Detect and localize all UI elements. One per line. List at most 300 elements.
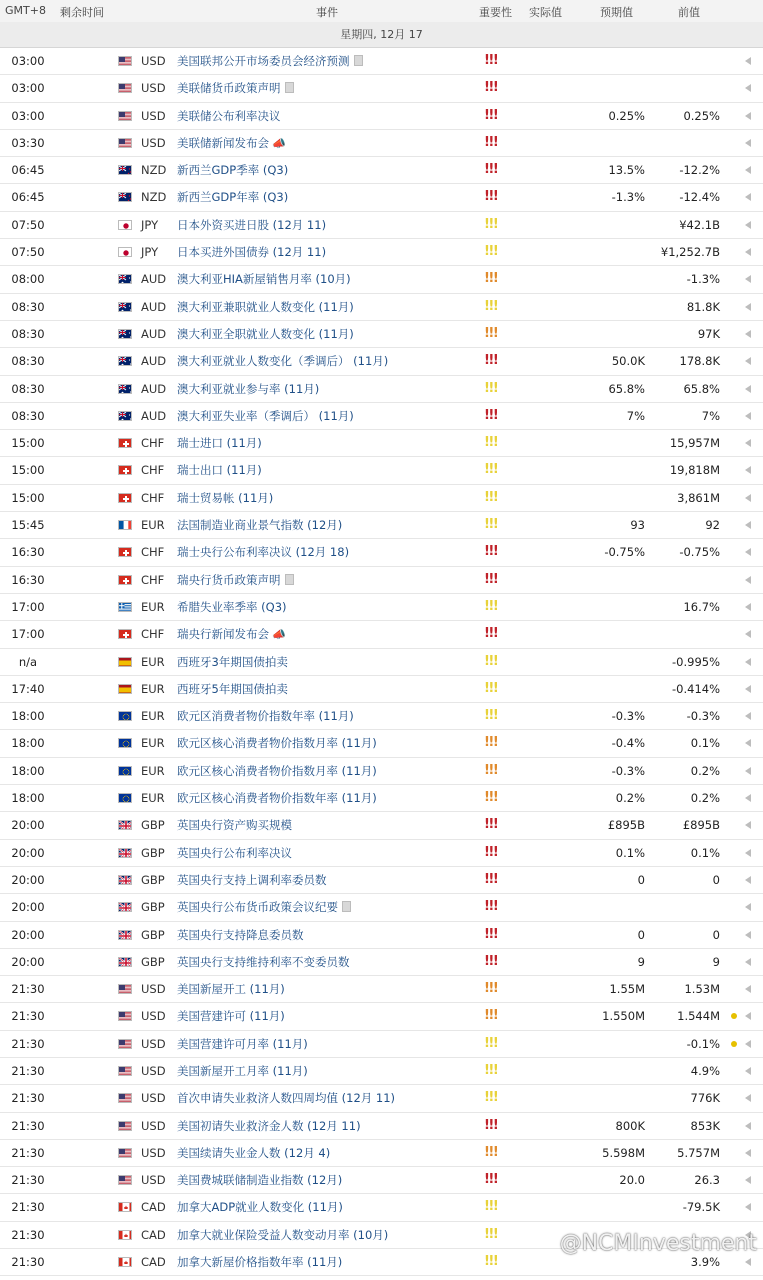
previous-value: ¥42.1B bbox=[679, 217, 720, 232]
expand-arrow-icon[interactable] bbox=[745, 876, 751, 884]
forecast-value: 0.25% bbox=[608, 108, 645, 123]
expand-arrow-icon[interactable] bbox=[745, 112, 751, 120]
event-row[interactable] bbox=[0, 48, 763, 75]
forecast-value: -1.3% bbox=[611, 190, 645, 205]
event-name-link[interactable] bbox=[177, 894, 351, 920]
event-name-link[interactable] bbox=[177, 457, 262, 483]
event-name-link[interactable] bbox=[177, 266, 351, 292]
event-name-link[interactable] bbox=[177, 376, 319, 402]
ch-flag-icon bbox=[118, 493, 132, 503]
event-name[interactable]: 瑞士进口 (11月) bbox=[177, 436, 262, 451]
event-time: 07:50 bbox=[11, 217, 45, 232]
forecast-value: -0.3% bbox=[611, 709, 645, 724]
event-name[interactable]: 首次申请失业救济人数四周均值 (12月 11) bbox=[177, 1091, 396, 1106]
importance-high-icon: !!! bbox=[484, 571, 498, 587]
event-name[interactable]: 美国联邦公开市场委员会经济预测 bbox=[177, 54, 350, 68]
previous-value: -0.3% bbox=[686, 709, 720, 724]
event-row[interactable] bbox=[0, 294, 763, 321]
event-time: 03:00 bbox=[11, 81, 45, 96]
document-icon[interactable] bbox=[285, 574, 294, 585]
event-time: 15:45 bbox=[11, 518, 45, 533]
importance-low-icon: !!! bbox=[484, 298, 498, 314]
event-row[interactable] bbox=[0, 376, 763, 403]
event-row[interactable] bbox=[0, 103, 763, 130]
expand-arrow-icon[interactable] bbox=[745, 1258, 751, 1266]
previous-value: -0.414% bbox=[672, 681, 720, 696]
forecast-value: 1.550M bbox=[602, 1009, 645, 1024]
event-row[interactable] bbox=[0, 840, 763, 867]
event-row[interactable] bbox=[0, 594, 763, 621]
event-name-link[interactable] bbox=[177, 676, 288, 702]
event-name[interactable]: 新西兰GDP季率 (Q3) bbox=[177, 163, 289, 178]
event-row[interactable] bbox=[0, 894, 763, 921]
currency-code: AUD bbox=[141, 354, 167, 369]
event-name[interactable]: 英国央行资产购买规模 bbox=[177, 818, 292, 833]
previous-value: 97K bbox=[697, 326, 720, 341]
event-time: 21:30 bbox=[11, 1255, 45, 1270]
us-flag-icon bbox=[118, 111, 132, 121]
event-row[interactable] bbox=[0, 1113, 763, 1140]
event-name-link[interactable] bbox=[177, 1222, 388, 1248]
event-name[interactable]: 澳大利亚全职就业人数变化 (11月) bbox=[177, 326, 354, 341]
event-name[interactable]: 美国续请失业金人数 (12月 4) bbox=[177, 1145, 331, 1160]
currency-code: USD bbox=[141, 1036, 166, 1051]
speech-icon[interactable]: 📣 bbox=[272, 628, 286, 642]
event-name[interactable]: 美联储货币政策声明 bbox=[177, 81, 281, 96]
event-row[interactable] bbox=[0, 403, 763, 430]
event-name[interactable]: 英国央行公布利率决议 bbox=[177, 845, 292, 860]
previous-value: 1.544M bbox=[677, 1009, 720, 1024]
event-name[interactable]: 西班牙3年期国债拍卖 bbox=[177, 654, 288, 669]
us-flag-icon bbox=[118, 1148, 132, 1158]
jp-flag-icon bbox=[118, 247, 132, 257]
currency-code: GBP bbox=[141, 900, 165, 915]
event-name[interactable]: 澳大利亚失业率（季调后） (11月) bbox=[177, 408, 354, 423]
event-name-link[interactable] bbox=[177, 512, 342, 538]
event-name-link[interactable] bbox=[177, 594, 287, 620]
previous-value: -79.5K bbox=[682, 1200, 720, 1215]
event-time: 20:00 bbox=[11, 872, 45, 887]
currency-code: CAD bbox=[141, 1200, 166, 1215]
event-row[interactable] bbox=[0, 1058, 763, 1085]
event-name[interactable]: 日本买进外国债券 (12月 11) bbox=[177, 245, 327, 260]
expand-arrow-icon[interactable] bbox=[745, 821, 751, 829]
importance-high-icon: !!! bbox=[484, 953, 498, 969]
event-name[interactable]: 美联储公布利率决议 bbox=[177, 108, 281, 123]
importance-medium-icon: !!! bbox=[484, 325, 498, 341]
event-row[interactable] bbox=[0, 512, 763, 539]
forecast-value: 1.55M bbox=[609, 982, 645, 997]
event-name-link[interactable] bbox=[177, 785, 377, 811]
event-row[interactable] bbox=[0, 949, 763, 976]
fr-flag-icon bbox=[118, 520, 132, 530]
currency-code: EUR bbox=[141, 599, 165, 614]
event-name-link[interactable] bbox=[177, 321, 354, 347]
expand-arrow-icon[interactable] bbox=[745, 739, 751, 747]
event-row[interactable] bbox=[0, 430, 763, 457]
previous-value: 65.8% bbox=[683, 381, 720, 396]
previous-value: ¥1,252.7B bbox=[660, 245, 720, 260]
expand-arrow-icon[interactable] bbox=[745, 1094, 751, 1102]
event-name[interactable]: 瑞士贸易帐 (11月) bbox=[177, 490, 274, 505]
event-row[interactable] bbox=[0, 758, 763, 785]
importance-high-icon: !!! bbox=[484, 353, 498, 369]
event-name[interactable]: 澳大利亚就业人数变化（季调后） (11月) bbox=[177, 354, 389, 369]
expand-arrow-icon[interactable] bbox=[745, 658, 751, 666]
event-row[interactable] bbox=[0, 1085, 763, 1112]
previous-value: 0.2% bbox=[690, 791, 720, 806]
forecast-value: 50.0K bbox=[611, 354, 645, 369]
previous-value: -0.75% bbox=[679, 545, 720, 560]
event-name[interactable]: 英国央行公布货币政策会议纪要 bbox=[177, 900, 338, 915]
importance-high-icon: !!! bbox=[484, 871, 498, 887]
event-name[interactable]: 瑞央行货币政策声明 bbox=[177, 572, 281, 587]
expand-arrow-icon[interactable] bbox=[745, 630, 751, 638]
event-time: 08:30 bbox=[11, 299, 45, 314]
event-name[interactable]: 加拿大ADP就业人数变化 (11月) bbox=[177, 1200, 343, 1215]
expand-arrow-icon[interactable] bbox=[745, 385, 751, 393]
expand-arrow-icon[interactable] bbox=[745, 357, 751, 365]
event-name-link[interactable] bbox=[177, 730, 377, 756]
table-header bbox=[0, 0, 763, 23]
event-name-link[interactable] bbox=[177, 1249, 342, 1275]
forecast-value: 13.5% bbox=[608, 163, 645, 178]
event-name-link[interactable] bbox=[177, 348, 388, 374]
event-row[interactable] bbox=[0, 1140, 763, 1167]
event-row[interactable] bbox=[0, 539, 763, 566]
importance-medium-icon: !!! bbox=[484, 735, 498, 751]
expand-arrow-icon[interactable] bbox=[745, 412, 751, 420]
expand-arrow-icon[interactable] bbox=[745, 931, 751, 939]
expand-arrow-icon[interactable] bbox=[745, 685, 751, 693]
currency-code: CHF bbox=[141, 490, 165, 505]
expand-arrow-icon[interactable] bbox=[745, 1203, 751, 1211]
event-row[interactable] bbox=[0, 348, 763, 375]
previous-value: 853K bbox=[690, 1118, 720, 1133]
event-name[interactable]: 欧元区消费者物价指数年率 (11月) bbox=[177, 709, 354, 724]
event-name-link[interactable] bbox=[177, 1167, 342, 1193]
nz-flag-icon bbox=[118, 165, 132, 175]
event-row[interactable] bbox=[0, 621, 763, 648]
event-name-link[interactable] bbox=[177, 184, 288, 210]
event-name-link[interactable] bbox=[177, 75, 294, 101]
event-name-link[interactable] bbox=[177, 1058, 308, 1084]
event-row[interactable] bbox=[0, 1031, 763, 1058]
expand-arrow-icon[interactable] bbox=[745, 903, 751, 911]
importance-header: 重要性 bbox=[479, 6, 512, 19]
event-name-link[interactable] bbox=[177, 130, 286, 157]
event-time: 15:00 bbox=[11, 490, 45, 505]
event-row[interactable] bbox=[0, 1003, 763, 1030]
day-header: 星期四, 12月 17 bbox=[0, 22, 763, 48]
expand-arrow-icon[interactable] bbox=[745, 439, 751, 447]
currency-code: EUR bbox=[141, 681, 165, 696]
event-name-link[interactable] bbox=[177, 1031, 308, 1057]
expand-arrow-icon[interactable] bbox=[745, 958, 751, 966]
currency-code: GBP bbox=[141, 954, 165, 969]
event-name[interactable]: 美国新屋开工月率 (11月) bbox=[177, 1063, 308, 1078]
currency-code: AUD bbox=[141, 272, 167, 287]
au-flag-icon bbox=[118, 356, 132, 366]
event-name-link[interactable] bbox=[177, 430, 262, 456]
event-row[interactable] bbox=[0, 922, 763, 949]
event-name[interactable]: 澳大利亚就业参与率 (11月) bbox=[177, 381, 320, 396]
event-name-link[interactable] bbox=[177, 949, 350, 975]
event-name[interactable]: 美联储新闻发布会 bbox=[177, 135, 269, 150]
event-name-link[interactable] bbox=[177, 539, 349, 565]
expand-arrow-icon[interactable] bbox=[745, 576, 751, 584]
event-name[interactable]: 美国初请失业救济金人数 (12月 11) bbox=[177, 1118, 361, 1133]
event-name-link[interactable] bbox=[177, 840, 292, 866]
currency-code: CHF bbox=[141, 545, 165, 560]
forecast-value: 9 bbox=[637, 954, 645, 969]
event-name[interactable]: 希腊失业率季率 (Q3) bbox=[177, 599, 287, 614]
event-name-link[interactable] bbox=[177, 103, 281, 129]
previous-value: 15,957M bbox=[669, 436, 720, 451]
previous-value: 0.1% bbox=[690, 845, 720, 860]
event-name[interactable]: 欧元区核心消费者物价指数月率 (11月) bbox=[177, 736, 377, 751]
event-time: 07:50 bbox=[11, 245, 45, 260]
au-flag-icon bbox=[118, 411, 132, 421]
event-row[interactable] bbox=[0, 212, 763, 239]
event-name-link[interactable] bbox=[177, 812, 292, 838]
event-name-link[interactable] bbox=[177, 1194, 343, 1220]
event-time: 21:30 bbox=[11, 1200, 45, 1215]
previous-value: 81.8K bbox=[686, 299, 720, 314]
events-table bbox=[0, 48, 763, 1276]
event-row[interactable] bbox=[0, 485, 763, 512]
expand-arrow-icon[interactable] bbox=[745, 849, 751, 857]
importance-low-icon: !!! bbox=[484, 1226, 498, 1242]
event-name[interactable]: 美国费城联储制造业指数 (12月) bbox=[177, 1173, 343, 1188]
event-time: 03:00 bbox=[11, 108, 45, 123]
es-flag-icon bbox=[118, 657, 132, 667]
event-name[interactable]: 澳大利亚兼职就业人数变化 (11月) bbox=[177, 299, 354, 314]
us-flag-icon bbox=[118, 1066, 132, 1076]
event-row[interactable] bbox=[0, 1194, 763, 1221]
expand-arrow-icon[interactable] bbox=[745, 494, 751, 502]
event-name[interactable]: 欧元区核心消费者物价指数年率 (11月) bbox=[177, 791, 377, 806]
speech-icon[interactable]: 📣 bbox=[272, 136, 286, 150]
event-name-link[interactable] bbox=[177, 1113, 361, 1139]
currency-code: EUR bbox=[141, 709, 165, 724]
expand-arrow-icon[interactable] bbox=[745, 712, 751, 720]
event-name-link[interactable] bbox=[177, 403, 354, 429]
event-row[interactable] bbox=[0, 649, 763, 676]
event-time: 08:30 bbox=[11, 326, 45, 341]
event-name-link[interactable] bbox=[177, 1085, 395, 1111]
currency-code: GBP bbox=[141, 845, 165, 860]
event-name[interactable]: 法国制造业商业景气指数 (12月) bbox=[177, 518, 343, 533]
currency-code: NZD bbox=[141, 163, 167, 178]
event-time: 08:00 bbox=[11, 272, 45, 287]
event-name[interactable]: 瑞士出口 (11月) bbox=[177, 463, 262, 478]
forecast-value: 0.2% bbox=[615, 791, 645, 806]
expand-arrow-icon[interactable] bbox=[745, 1040, 751, 1048]
event-row[interactable] bbox=[0, 130, 763, 157]
expand-arrow-icon[interactable] bbox=[745, 139, 751, 147]
expand-arrow-icon[interactable] bbox=[745, 1149, 751, 1157]
currency-code: USD bbox=[141, 1009, 166, 1024]
document-icon[interactable] bbox=[354, 55, 363, 66]
currency-code: USD bbox=[141, 1145, 166, 1160]
us-flag-icon bbox=[118, 138, 132, 148]
forecast-value: 0 bbox=[637, 927, 645, 942]
event-name[interactable]: 加拿大新屋价格指数年率 (11月) bbox=[177, 1255, 343, 1270]
currency-code: GBP bbox=[141, 872, 165, 887]
expand-arrow-icon[interactable] bbox=[745, 985, 751, 993]
expand-arrow-icon[interactable] bbox=[745, 330, 751, 338]
event-time: 20:00 bbox=[11, 845, 45, 860]
event-name-link[interactable] bbox=[177, 621, 286, 648]
event-name-link[interactable] bbox=[177, 922, 304, 948]
event-name-link[interactable] bbox=[177, 703, 354, 729]
previous-value: £895B bbox=[682, 818, 720, 833]
importance-high-icon: !!! bbox=[484, 844, 498, 860]
expand-arrow-icon[interactable] bbox=[745, 767, 751, 775]
event-row[interactable] bbox=[0, 75, 763, 102]
ch-flag-icon bbox=[118, 465, 132, 475]
event-row[interactable] bbox=[0, 676, 763, 703]
currency-code: USD bbox=[141, 54, 166, 68]
currency-code: CHF bbox=[141, 572, 165, 587]
currency-code: EUR bbox=[141, 736, 165, 751]
event-row[interactable] bbox=[0, 867, 763, 894]
event-name[interactable]: 美国新屋开工 (11月) bbox=[177, 982, 285, 997]
event-name[interactable]: 西班牙5年期国债拍卖 bbox=[177, 681, 288, 696]
expand-arrow-icon[interactable] bbox=[745, 303, 751, 311]
document-icon[interactable] bbox=[285, 82, 294, 93]
event-name[interactable]: 澳大利亚HIA新屋销售月率 (10月) bbox=[177, 272, 351, 287]
event-name[interactable]: 日本外资买进日股 (12月 11) bbox=[177, 217, 327, 232]
actual-header: 实际值 bbox=[529, 6, 562, 19]
currency-code: CHF bbox=[141, 463, 165, 478]
importance-low-icon: !!! bbox=[484, 680, 498, 696]
expand-arrow-icon[interactable] bbox=[745, 1012, 751, 1020]
importance-low-icon: !!! bbox=[484, 1254, 498, 1270]
expand-arrow-icon[interactable] bbox=[745, 1176, 751, 1184]
expand-arrow-icon[interactable] bbox=[745, 548, 751, 556]
event-row[interactable] bbox=[0, 157, 763, 184]
expand-arrow-icon[interactable] bbox=[745, 166, 751, 174]
timezone-selector[interactable]: GMT+8 bbox=[5, 4, 46, 17]
event-name[interactable]: 新西兰GDP年率 (Q3) bbox=[177, 190, 289, 205]
importance-low-icon: !!! bbox=[484, 708, 498, 724]
event-name-link[interactable] bbox=[177, 294, 354, 320]
event-name-link[interactable] bbox=[177, 1003, 285, 1029]
event-name[interactable]: 美国营建许可 (11月) bbox=[177, 1009, 285, 1024]
event-time: 21:30 bbox=[11, 1173, 45, 1188]
event-name-link[interactable] bbox=[177, 867, 327, 893]
event-time: 06:45 bbox=[11, 163, 45, 178]
currency-code: CAD bbox=[141, 1227, 166, 1242]
expand-arrow-icon[interactable] bbox=[745, 1122, 751, 1130]
event-row[interactable] bbox=[0, 457, 763, 484]
expand-arrow-icon[interactable] bbox=[745, 57, 751, 65]
event-name[interactable]: 英国央行支持降息委员数 bbox=[177, 927, 304, 942]
importance-high-icon: !!! bbox=[484, 817, 498, 833]
event-name[interactable]: 英国央行支持维持利率不变委员数 bbox=[177, 954, 350, 969]
event-name-link[interactable] bbox=[177, 157, 288, 183]
event-name[interactable]: 瑞士央行公布利率决议 (12月 18) bbox=[177, 545, 350, 560]
expand-arrow-icon[interactable] bbox=[745, 794, 751, 802]
importance-high-icon: !!! bbox=[484, 1172, 498, 1188]
previous-value: 3.9% bbox=[690, 1255, 720, 1270]
us-flag-icon bbox=[118, 1093, 132, 1103]
expand-arrow-icon[interactable] bbox=[745, 84, 751, 92]
event-name[interactable]: 瑞央行新闻发布会 bbox=[177, 627, 269, 642]
expand-arrow-icon[interactable] bbox=[745, 193, 751, 201]
event-time: 06:45 bbox=[11, 190, 45, 205]
expand-arrow-icon[interactable] bbox=[745, 248, 751, 256]
previous-value: -0.1% bbox=[686, 1036, 720, 1051]
forecast-value: 65.8% bbox=[608, 381, 645, 396]
event-row[interactable] bbox=[0, 184, 763, 211]
event-row[interactable] bbox=[0, 976, 763, 1003]
event-name[interactable]: 美国营建许可月率 (11月) bbox=[177, 1036, 308, 1051]
event-row[interactable] bbox=[0, 266, 763, 293]
event-name-link[interactable] bbox=[177, 239, 326, 265]
forecast-value: 20.0 bbox=[619, 1173, 645, 1188]
document-icon[interactable] bbox=[342, 901, 351, 912]
forecast-value: 7% bbox=[626, 408, 645, 423]
importance-low-icon: !!! bbox=[484, 1035, 498, 1051]
event-row[interactable] bbox=[0, 812, 763, 839]
event-row[interactable] bbox=[0, 703, 763, 730]
expand-arrow-icon[interactable] bbox=[745, 603, 751, 611]
event-name-link[interactable] bbox=[177, 485, 273, 511]
event-name[interactable]: 加拿大就业保险受益人数变动月率 (10月) bbox=[177, 1227, 389, 1242]
expand-arrow-icon[interactable] bbox=[745, 466, 751, 474]
previous-value: 0.25% bbox=[683, 108, 720, 123]
currency-code: USD bbox=[141, 81, 166, 96]
event-name-link[interactable] bbox=[177, 212, 326, 238]
event-name[interactable]: 英国央行支持上调利率委员数 bbox=[177, 872, 327, 887]
event-name-link[interactable] bbox=[177, 758, 377, 784]
expand-arrow-icon[interactable] bbox=[745, 221, 751, 229]
event-name-link[interactable] bbox=[177, 48, 363, 74]
importance-medium-icon: !!! bbox=[484, 271, 498, 287]
event-name-link[interactable] bbox=[177, 649, 288, 675]
event-row[interactable] bbox=[0, 321, 763, 348]
ch-flag-icon bbox=[118, 547, 132, 557]
event-name-link[interactable] bbox=[177, 976, 285, 1002]
forecast-value: £895B bbox=[607, 818, 645, 833]
gr-flag-icon bbox=[118, 602, 132, 612]
expand-arrow-icon[interactable] bbox=[745, 275, 751, 283]
event-row[interactable] bbox=[0, 239, 763, 266]
expand-arrow-icon[interactable] bbox=[745, 1067, 751, 1075]
event-row[interactable] bbox=[0, 785, 763, 812]
us-flag-icon bbox=[118, 83, 132, 93]
event-time: n/a bbox=[18, 654, 38, 669]
eu-flag-icon bbox=[118, 738, 132, 748]
event-name-link[interactable] bbox=[177, 1140, 330, 1166]
previous-header: 前值 bbox=[678, 6, 700, 19]
event-name-link[interactable] bbox=[177, 567, 294, 593]
event-name[interactable]: 欧元区核心消费者物价指数月率 (11月) bbox=[177, 763, 377, 778]
previous-value: 1.53M bbox=[684, 982, 720, 997]
expand-arrow-icon[interactable] bbox=[745, 521, 751, 529]
importance-medium-icon: !!! bbox=[484, 1008, 498, 1024]
event-row[interactable] bbox=[0, 730, 763, 757]
previous-value: -0.995% bbox=[672, 654, 720, 669]
event-row[interactable] bbox=[0, 1167, 763, 1194]
importance-low-icon: !!! bbox=[484, 435, 498, 451]
event-row[interactable] bbox=[0, 567, 763, 594]
us-flag-icon bbox=[118, 984, 132, 994]
event-time: 16:30 bbox=[11, 545, 45, 560]
